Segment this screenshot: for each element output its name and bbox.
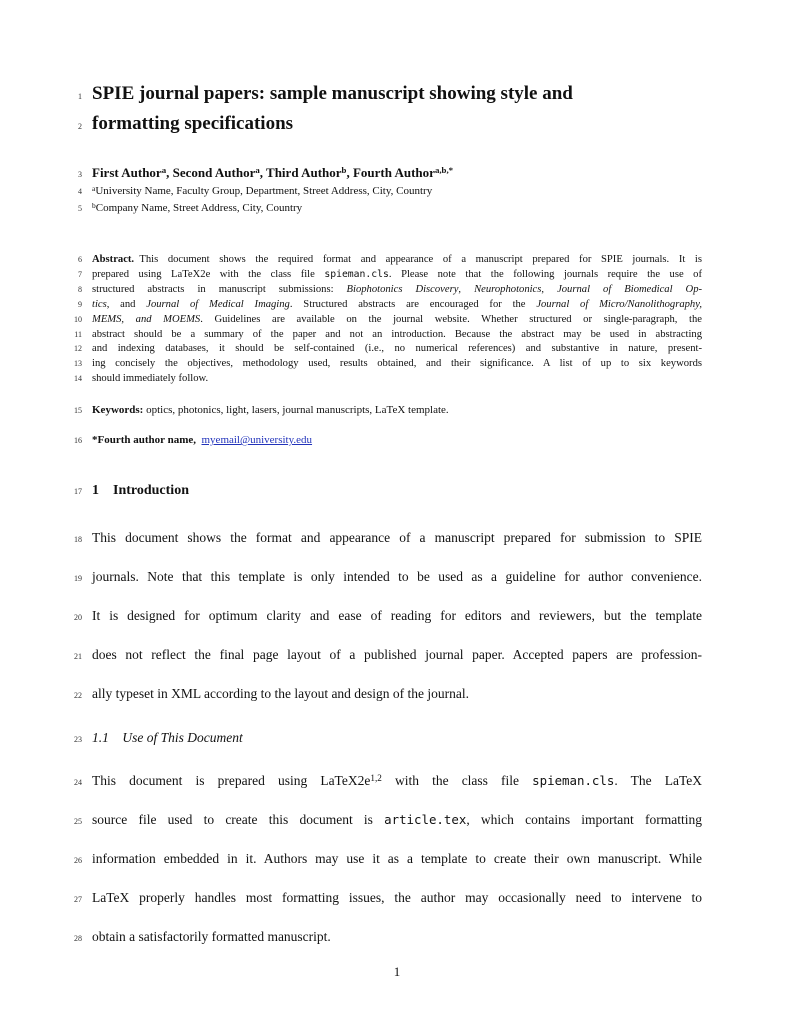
text-segment: First Author [92, 165, 162, 180]
doc-line [60, 283, 702, 298]
text-segment: and indexing databases, it should be self-contained (i.e., no numerical references) and substantive in nature, present- [92, 343, 702, 355]
text-segment: 1,2 [370, 773, 382, 784]
line-number: 15 [74, 406, 82, 416]
text-segment: obtain a satisfactorily formatted manuscript. [92, 929, 331, 945]
block-para [60, 762, 702, 957]
line-text [92, 283, 702, 298]
line-text [92, 200, 702, 217]
line-number: 21 [74, 652, 82, 662]
text-segment: 1 Introduction [92, 483, 189, 499]
doc-line [60, 519, 702, 558]
block-subsection [60, 728, 702, 750]
doc-line [60, 164, 702, 183]
block-para [60, 519, 702, 714]
text-segment: ally typeset in XML according to the layout and design of the journal. [92, 686, 470, 702]
line-number: 4 [78, 187, 82, 196]
text-segment: , which contains important formatting [466, 812, 702, 828]
doc-line [60, 183, 702, 200]
text-segment: prepared using LaTeX2e with the class file [92, 268, 325, 280]
block-title [60, 80, 702, 140]
text-segment: spieman.cls [532, 773, 615, 789]
line-number: 14 [74, 374, 82, 384]
line-text [92, 597, 702, 634]
text-segment: Journal of Micro/Nanolithography, [536, 298, 702, 310]
block-affil [60, 183, 702, 217]
text-segment: University Name, Faculty Group, Department, Street Address, City, Country [95, 185, 433, 197]
doc-line [60, 918, 702, 957]
line-number: 25 [74, 817, 82, 827]
line-number: 28 [74, 934, 82, 944]
text-segment: b [341, 165, 347, 176]
doc-line [60, 728, 702, 750]
line-text [92, 801, 702, 838]
line-text [92, 253, 702, 268]
doc-line [60, 762, 702, 801]
text-segment: 1.1 Use of This Document [92, 730, 243, 746]
block-thanks [60, 433, 702, 448]
text-segment: , and [106, 298, 147, 310]
text-segment: , Second Author [166, 165, 256, 180]
text-segment: MEMS, and MOEMS [92, 313, 201, 325]
doc-line [60, 879, 702, 918]
doc-line [60, 558, 702, 597]
doc-line [60, 597, 702, 636]
line-text [92, 372, 702, 387]
line-text [92, 342, 702, 357]
line-number: 13 [74, 359, 82, 369]
line-text [92, 840, 702, 877]
line-text [92, 328, 702, 343]
line-number: 8 [78, 284, 82, 294]
line-number: 17 [74, 487, 82, 497]
text-segment: . Guidelines are available on the journal website. Whether structured or single-paragraph, the [200, 313, 702, 325]
text-segment: SPIE journal papers: sample manuscript showing style and [92, 83, 573, 104]
block-section [60, 482, 702, 501]
line-text [92, 728, 702, 748]
text-segment: . The LaTeX [614, 773, 702, 789]
line-number: 9 [78, 299, 82, 309]
doc-line [60, 801, 702, 840]
text-segment: , Third Author [259, 165, 342, 180]
text-segment: ing concisely the objectives, methodology used, results obtained, and their significance. A list of up to six keywords [92, 358, 702, 370]
line-text [92, 918, 702, 955]
line-text [92, 298, 702, 313]
block-abstract [60, 253, 702, 387]
line-text [92, 762, 702, 799]
text-segment: Neurophotonics [474, 283, 542, 295]
doc-line [60, 840, 702, 879]
line-text [92, 403, 702, 418]
text-segment: This document shows the required format and appearance of a manuscript prepared for SPIE journals. It is [134, 254, 702, 265]
line-text [92, 433, 702, 448]
line-number: 22 [74, 691, 82, 701]
doc-line [60, 403, 702, 418]
doc-line [60, 268, 702, 283]
doc-line [60, 342, 702, 357]
line-text [92, 482, 702, 500]
line-text [92, 558, 702, 595]
line-number: 3 [78, 170, 82, 179]
text-segment: , [541, 283, 558, 295]
block-keywords [60, 403, 702, 418]
line-text [92, 636, 702, 673]
line-number: 2 [78, 122, 82, 131]
text-segment: Abstract. [92, 254, 135, 265]
text-segment: a [161, 165, 167, 176]
text-segment: article.tex [384, 812, 467, 828]
text-segment: with the class file [381, 773, 533, 789]
line-text [92, 519, 702, 556]
line-text [92, 183, 702, 200]
text-segment: , [458, 283, 475, 295]
text-segment: LaTeX properly handles most formatting issues, the author may occasionally need to intervene to [92, 890, 702, 906]
line-text [92, 268, 702, 283]
line-number: 24 [74, 778, 82, 788]
line-text [92, 357, 702, 372]
doc-line [60, 313, 702, 328]
line-number: 27 [74, 895, 82, 905]
text-segment: does not reflect the final page layout of a published journal paper. Accepted papers are profession- [92, 647, 702, 663]
line-text [92, 879, 702, 916]
line-text [92, 164, 702, 181]
line-number: 6 [78, 255, 82, 264]
doc-line [60, 372, 702, 387]
text-segment: formatting specifications [92, 113, 294, 134]
text-segment: , Fourth Author [346, 165, 435, 180]
text-segment: This document is prepared using LaTeX2e [92, 773, 371, 789]
text-segment: should immediately follow. [92, 373, 209, 385]
text-segment: b [92, 200, 96, 210]
text-segment: a [92, 183, 96, 193]
text-segment: spieman.cls [324, 268, 389, 280]
doc-line [60, 200, 702, 217]
text-segment: source file used to create this document is [92, 812, 385, 828]
line-number: 16 [74, 436, 82, 446]
text-segment: tics [92, 298, 107, 310]
text-segment: a [255, 165, 260, 176]
line-number: 5 [78, 204, 82, 213]
doc-line [60, 636, 702, 675]
line-number: 20 [74, 613, 82, 623]
line-number: 18 [74, 535, 82, 545]
text-segment: It is designed for optimum clarity and ease of reading for editors and reviewers, but the template [92, 608, 702, 624]
text-segment: . Please note that the following journals require the use of [388, 268, 702, 280]
email-link[interactable]: myemail@university.edu [201, 434, 313, 447]
doc-line [60, 357, 702, 372]
doc-line [60, 675, 702, 714]
line-text [92, 80, 702, 107]
line-number: 12 [74, 344, 82, 354]
doc-line [60, 80, 702, 110]
text-segment: Journal of Biomedical Op- [557, 283, 703, 295]
line-number: 11 [74, 329, 82, 339]
line-number: 23 [74, 735, 82, 745]
text-segment: optics, photonics, light, lasers, journal manuscripts, LaTeX template. [143, 404, 449, 417]
block-authors [60, 164, 702, 183]
doc-line [60, 298, 702, 313]
text-segment: abstract should be a summary of the paper and not an introduction. Because the abstract may be used in abstracting [92, 328, 702, 340]
text-segment: . Structured abstracts are encouraged for the [289, 298, 537, 310]
line-number: 26 [74, 856, 82, 866]
line-number: 10 [74, 314, 82, 324]
doc-line [60, 328, 702, 343]
text-segment: Keywords: [92, 404, 144, 417]
page-number: 1 [393, 964, 401, 979]
text-segment: Biophotonics Discovery [346, 283, 459, 295]
line-text [92, 675, 702, 712]
text-segment: *Fourth author name, [92, 434, 196, 447]
text-segment: Journal of Medical Imaging [146, 298, 290, 310]
text-segment: This document shows the format and appearance of a manuscript prepared for submission to SPIE [92, 530, 702, 546]
text-segment: structured abstracts in manuscript submissions: [92, 283, 347, 295]
doc-line [60, 482, 702, 501]
text-segment: journals. Note that this template is only intended to be used as a guideline for author convenience. [92, 569, 702, 585]
line-text [92, 110, 702, 137]
line-number: 1 [78, 92, 82, 101]
line-number: 19 [74, 574, 82, 584]
text-segment: a,b,* [434, 165, 454, 176]
text-segment: information embedded in it. Authors may use it as a template to create their own manuscript. While [92, 851, 702, 867]
line-text [92, 313, 702, 328]
doc-line [60, 110, 702, 140]
line-number: 7 [78, 269, 82, 279]
doc-line [60, 433, 702, 448]
text-segment: Company Name, Street Address, City, Country [95, 202, 303, 214]
doc-line [60, 253, 702, 268]
